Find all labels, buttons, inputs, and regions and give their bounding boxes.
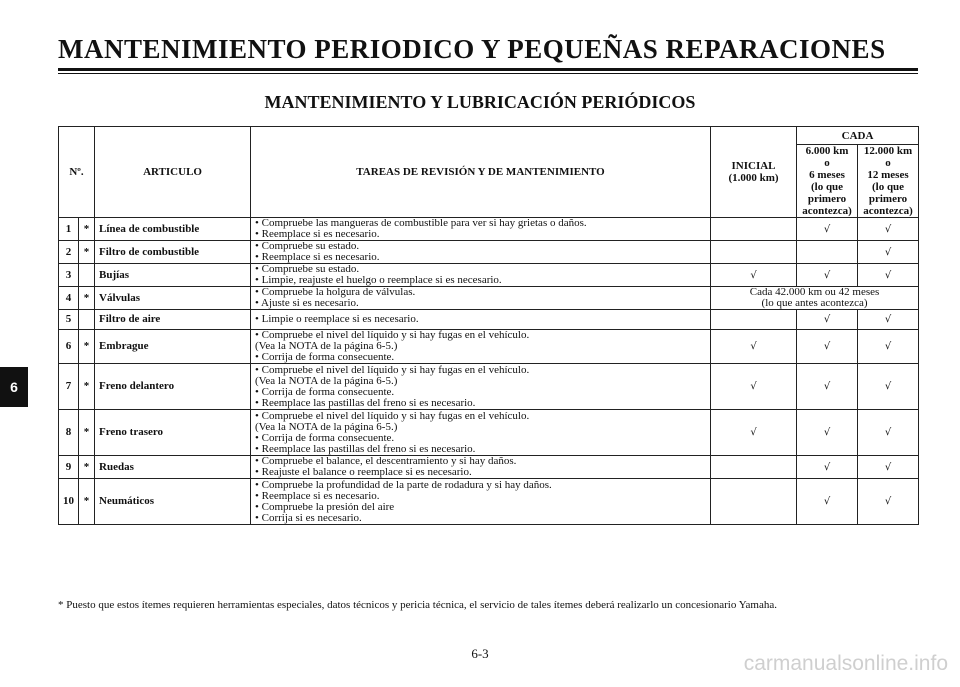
task-line: • Compruebe el balance, el descentramiento y si hay daños. (255, 455, 517, 467)
header-6000-l1: 6.000 km (805, 145, 849, 157)
header-articulo: ARTICULO (95, 127, 251, 218)
item-name: Ruedas (95, 456, 251, 479)
header-inicial (711, 127, 797, 218)
section-title: MANTENIMIENTO Y LUBRICACIÓN PERIÓDICOS (264, 92, 696, 112)
header-6000-l3: 6 meses (809, 169, 845, 181)
task-list (251, 264, 711, 287)
check-12000km: √ (858, 456, 919, 479)
special-tools-marker: * (79, 241, 95, 264)
task-line: • Compruebe la profundidad de la parte de rodadura y si hay daños. (255, 478, 552, 491)
check-initial: √ (711, 264, 797, 287)
check-6000km: √ (797, 456, 858, 479)
maintenance-table-body (59, 218, 919, 525)
check-6000km: √ (797, 310, 858, 330)
item-name: Embrague (95, 330, 251, 364)
task-list (251, 364, 711, 410)
table-row (59, 479, 919, 525)
task-line: • Reajuste el balance o reemplace si es necesario. (255, 466, 472, 478)
item-name: Freno delantero (95, 364, 251, 410)
task-line: • Compruebe su estado. (255, 240, 360, 252)
check-initial (711, 310, 797, 330)
task-line: • Compruebe el nivel del líquido y si hay fugas en el vehículo. (255, 329, 530, 341)
task-line: (Vea la NOTA de la página 6-5.) (255, 340, 398, 352)
check-initial: √ (711, 330, 797, 364)
header-6000-l5: acontezca) (802, 205, 852, 217)
table-row (59, 310, 919, 330)
check-initial (711, 241, 797, 264)
header-6000-l4: (lo que primero (807, 181, 847, 205)
header-12000km (858, 145, 919, 218)
special-tools-marker: * (79, 218, 95, 241)
task-line: • Compruebe su estado. (255, 263, 360, 275)
header-12000-l5: acontezca) (863, 205, 913, 217)
item-name: Bujías (95, 264, 251, 287)
table-row (59, 410, 919, 456)
item-name: Línea de combustible (95, 218, 251, 241)
task-line: • Limpie, reajuste el huelgo o reemplace si es necesario. (255, 274, 502, 286)
task-line: • Corrija de forma consecuente. (255, 385, 395, 398)
task-line: • Compruebe la presión del aire (255, 500, 395, 513)
task-line: • Compruebe la holgura de válvulas. (255, 286, 416, 298)
item-name: Neumáticos (95, 479, 251, 525)
special-tools-marker (79, 310, 95, 330)
check-6000km: √ (797, 330, 858, 364)
check-12000km: √ (858, 218, 919, 241)
header-6000km (797, 145, 858, 218)
item-name: Filtro de aire (95, 310, 251, 330)
check-initial: √ (711, 410, 797, 456)
header-12000-l1: 12.000 km (863, 145, 913, 157)
task-line: • Reemplace si es necesario. (255, 489, 380, 502)
footnote: * Puesto que estos ítemes requieren herramientas especiales, datos técnicos y pericia técnica, el servicio de tales ítemes deberá realizarlo un concesionario Yamaha. (58, 599, 777, 611)
table-row (59, 264, 919, 287)
header-inicial-line2: (1.000 km) (728, 172, 779, 184)
task-line: • Reemplace si es necesario. (255, 228, 380, 240)
special-tools-marker: * (79, 287, 95, 310)
task-line: • Reemplace las pastillas del freno si es necesario. (255, 396, 476, 409)
header-inicial-line1: INICIAL (731, 160, 776, 172)
special-tools-marker: * (79, 330, 95, 364)
special-tools-marker: * (79, 364, 95, 410)
check-12000km: √ (858, 330, 919, 364)
task-line: • Corrija si es necesario. (255, 511, 362, 524)
table-row (59, 241, 919, 264)
check-6000km: √ (797, 364, 858, 410)
task-line: • Reemplace las pastillas del freno si es necesario. (255, 442, 476, 455)
task-list (251, 218, 711, 241)
row-number: 7 (59, 364, 79, 410)
check-initial: √ (711, 364, 797, 410)
item-name: Filtro de combustible (95, 241, 251, 264)
header-12000-l2: o (885, 157, 891, 169)
header-rule-thin (58, 73, 918, 74)
task-line: • Compruebe el nivel del líquido y si hay fugas en el vehículo. (255, 363, 530, 376)
header-cada: CADA (797, 127, 919, 145)
task-list (251, 410, 711, 456)
header-12000-l3: 12 meses (867, 169, 909, 181)
chapter-tab: 6 (0, 367, 28, 407)
interval-span-note (711, 287, 919, 310)
item-name: Freno trasero (95, 410, 251, 456)
task-list (251, 310, 711, 330)
row-number: 8 (59, 410, 79, 456)
check-12000km: √ (858, 241, 919, 264)
check-6000km: √ (797, 264, 858, 287)
header-tareas: TAREAS DE REVISIÓN Y DE MANTENIMIENTO (251, 127, 711, 218)
check-initial (711, 218, 797, 241)
task-line: (Vea la NOTA de la página 6-5.) (255, 420, 398, 433)
task-list (251, 479, 711, 525)
check-12000km: √ (858, 310, 919, 330)
check-12000km: √ (858, 479, 919, 525)
check-6000km: √ (797, 479, 858, 525)
special-tools-marker: * (79, 456, 95, 479)
header-12000-l4: (lo que primero (868, 181, 908, 205)
task-list (251, 287, 711, 310)
check-6000km: √ (797, 218, 858, 241)
task-line: • Corrija de forma consecuente. (255, 351, 395, 363)
row-number: 6 (59, 330, 79, 364)
task-list (251, 456, 711, 479)
watermark: carmanualsonline.info (743, 652, 948, 675)
table-row (59, 330, 919, 364)
row-number: 4 (59, 287, 79, 310)
interval-note-line: (lo que antes acontezca) (761, 297, 868, 309)
check-initial (711, 456, 797, 479)
task-list (251, 330, 711, 364)
item-name: Válvulas (95, 287, 251, 310)
task-line: • Compruebe el nivel del líquido y si hay fugas en el vehículo. (255, 409, 530, 422)
interval-note-line: Cada 42.000 km ou 42 meses (749, 286, 880, 298)
header-6000-l2: o (824, 157, 830, 169)
check-6000km: √ (797, 410, 858, 456)
table-row (59, 218, 919, 241)
table-row (59, 287, 919, 310)
task-line: • Ajuste si es necesario. (255, 297, 359, 309)
page-header-title: MANTENIMIENTO PERIODICO Y PEQUEÑAS REPARACIONES (58, 34, 886, 64)
check-6000km (797, 241, 858, 264)
special-tools-marker: * (79, 410, 95, 456)
maintenance-table (58, 126, 919, 525)
task-line: • Limpie o reemplace si es necesario. (255, 313, 419, 325)
task-line: • Reemplace si es necesario. (255, 251, 380, 263)
check-12000km: √ (858, 264, 919, 287)
special-tools-marker: * (79, 479, 95, 525)
check-12000km: √ (858, 410, 919, 456)
table-row (59, 456, 919, 479)
row-number: 3 (59, 264, 79, 287)
header-rule-thick (58, 68, 918, 71)
task-line: (Vea la NOTA de la página 6-5.) (255, 374, 398, 387)
check-12000km: √ (858, 364, 919, 410)
table-row (59, 364, 919, 410)
task-line: • Compruebe las mangueras de combustible para ver si hay grietas o daños. (255, 217, 587, 229)
special-tools-marker (79, 264, 95, 287)
task-line: • Corrija de forma consecuente. (255, 431, 395, 444)
row-number: 2 (59, 241, 79, 264)
row-number: 10 (59, 479, 79, 525)
row-number: 5 (59, 310, 79, 330)
page-number: 6-3 (471, 646, 489, 661)
header-no: Nº. (59, 127, 95, 218)
task-list (251, 241, 711, 264)
row-number: 9 (59, 456, 79, 479)
check-initial (711, 479, 797, 525)
row-number: 1 (59, 218, 79, 241)
